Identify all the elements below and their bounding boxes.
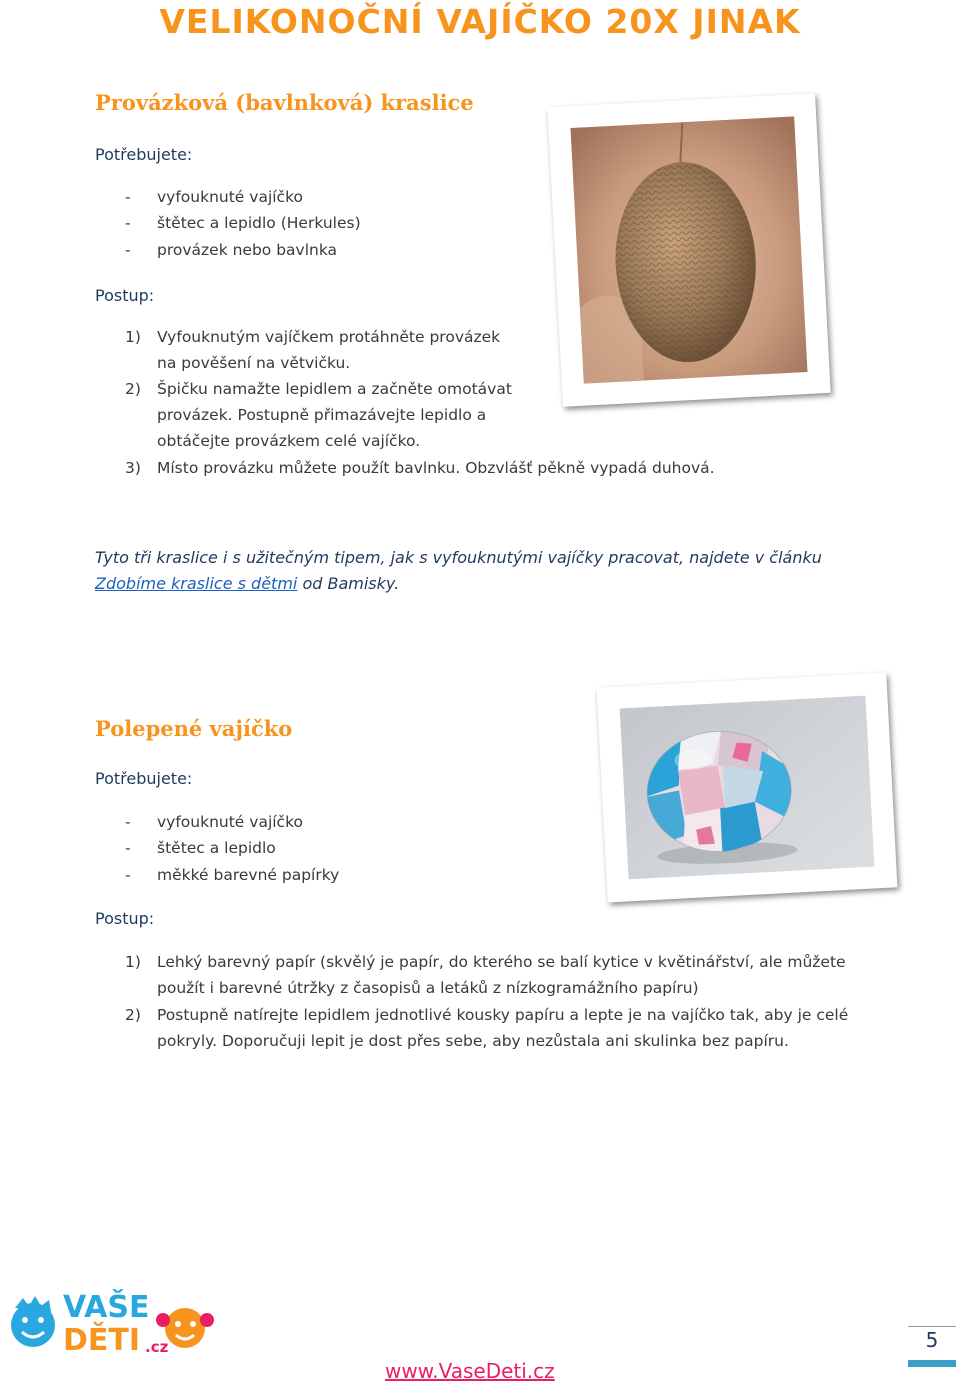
step-number: 2)	[125, 380, 141, 398]
twine-egg-image	[570, 116, 807, 383]
paper-egg-image	[620, 696, 875, 880]
document-title: VELIKONOČNÍ VAJÍČKO 20X JINAK	[159, 2, 801, 41]
list-marker: -	[125, 866, 131, 884]
list-item: štětec a lepidlo (Herkules)	[157, 214, 361, 232]
article-link[interactable]: Zdobíme kraslice s dětmi	[95, 574, 298, 593]
section-title-twine: Provázková (bavlnková) kraslice	[95, 90, 474, 115]
step-line: Lehký barevný papír (skvělý je papír, do kterého se balí kytice v květinářství, ale můžete	[157, 953, 846, 971]
steps-label: Postup:	[95, 286, 155, 305]
step-line: použít i barevné útržky z časopisů a letáků z nízkogramážního papíru)	[157, 979, 699, 997]
list-item: provázek nebo bavlnka	[157, 241, 338, 259]
article-note	[95, 545, 875, 597]
list-marker: -	[125, 214, 131, 232]
logo-text-vase: VAŠE	[63, 1290, 150, 1325]
list-marker: -	[125, 813, 131, 831]
step-number: 2)	[125, 1006, 141, 1024]
step-line: provázek. Postupně přimazávejte lepidlo a	[157, 406, 487, 424]
site-logo[interactable]	[5, 1290, 220, 1370]
list-marker: -	[125, 241, 131, 259]
list-item: vyfouknuté vajíčko	[157, 188, 303, 206]
footer-website-link[interactable]: www.VaseDeti.cz	[385, 1359, 555, 1383]
section-title-paper: Polepené vajíčko	[95, 716, 293, 741]
list-marker: -	[125, 839, 131, 857]
step-line: Postupně natírejte lepidlem jednotlivé kousky papíru a lepte je na vajíčko tak, aby je celé	[157, 1006, 849, 1024]
step-line: Špičku namažte lepidlem a začněte omotávat	[157, 380, 512, 398]
note-text: Tyto tři kraslice i s užitečným tipem, jak s vyfouknutými vajíčky pracovat, najdete v článku	[95, 548, 822, 567]
page-number: 5	[925, 1328, 939, 1352]
list-item: měkké barevné papírky	[157, 866, 340, 884]
step-number: 1)	[125, 328, 141, 346]
paper-egg-photo	[597, 673, 898, 903]
twine-egg-photo	[547, 93, 830, 407]
needs-label: Potřebujete:	[95, 769, 193, 788]
page-number-bar	[908, 1360, 956, 1367]
step-line: na pověšení na větvičku.	[157, 354, 351, 372]
smiley-boy-icon	[11, 1296, 55, 1347]
step-line: Vyfouknutým vajíčkem protáhněte provázek	[157, 328, 501, 346]
step-number: 1)	[125, 953, 141, 971]
steps-label: Postup:	[95, 909, 155, 928]
step-line: Místo provázku můžete použít bavlnku. Obzvlášť pěkně vypadá duhová.	[157, 459, 715, 477]
logo-text-cz: .cz	[145, 1338, 169, 1356]
step-line: pokryly. Doporučuji lepit je dost přes sebe, aby nezůstala ani skulinka bez papíru.	[157, 1032, 789, 1050]
step-number: 3)	[125, 459, 141, 477]
page-number-rule	[908, 1326, 956, 1327]
list-item: štětec a lepidlo	[157, 839, 276, 857]
list-marker: -	[125, 188, 131, 206]
note-text-end: od Bamisky.	[297, 574, 400, 593]
needs-label: Potřebujete:	[95, 145, 193, 164]
list-item: vyfouknuté vajíčko	[157, 813, 303, 831]
logo-text-deti: DĚTI	[63, 1323, 141, 1358]
step-line: obtáčejte provázkem celé vajíčko.	[157, 432, 421, 450]
